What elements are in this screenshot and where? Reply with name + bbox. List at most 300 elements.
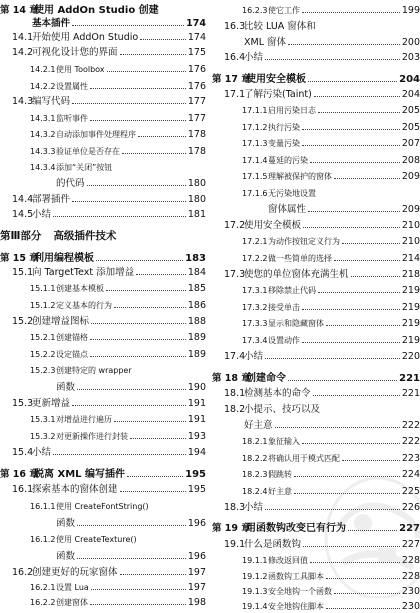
page-number: 223 xyxy=(401,453,420,464)
subsection-number: 19.1.3 xyxy=(242,587,268,596)
section-entry xyxy=(212,350,420,363)
leader-dots xyxy=(265,357,400,359)
chapter-number: 第 19 章 xyxy=(212,523,251,534)
subsection-entry xyxy=(0,430,206,443)
leader-dots xyxy=(72,404,186,406)
page-number: 195 xyxy=(185,469,206,480)
subsection-title: 对增益进行遍历 xyxy=(56,415,112,424)
subsection-entry xyxy=(212,600,420,613)
subsection-entry xyxy=(212,452,420,465)
page-number: 195 xyxy=(187,484,206,495)
page-number: 191 xyxy=(187,414,206,425)
page-number: 226 xyxy=(401,502,420,513)
subsection-entry xyxy=(0,299,206,312)
page-number: 230 xyxy=(401,586,420,597)
page-number: 209 xyxy=(401,204,420,215)
page-number: 184 xyxy=(187,267,206,278)
section-title: 什么是函数钩 xyxy=(244,539,302,550)
section-entry xyxy=(212,387,420,400)
section-number: 14.1 xyxy=(12,32,34,43)
section-title: 使用安全模板 xyxy=(244,220,302,231)
subsection-title: 启用污染日志 xyxy=(268,106,316,115)
leader-dots xyxy=(53,453,186,455)
page-number: 224 xyxy=(401,469,420,480)
page-number: 199 xyxy=(401,5,420,16)
part-title: 高级插件技术 xyxy=(53,230,117,242)
section-title: 部署插件 xyxy=(32,194,71,205)
leader-dots xyxy=(342,459,400,461)
leader-dots xyxy=(136,273,186,275)
chapter-entry xyxy=(0,468,206,481)
leader-dots xyxy=(334,177,400,179)
subsection-title: 自动添加事件处理程序 xyxy=(56,130,136,139)
subsection-entry xyxy=(212,137,420,150)
subsection-number: 18.2.2 xyxy=(242,454,268,463)
section-number: 14.4 xyxy=(12,194,34,205)
page-number: 191 xyxy=(187,398,206,409)
section-entry xyxy=(0,315,206,328)
section-number: 15.1 xyxy=(12,267,34,278)
leader-dots xyxy=(302,128,400,130)
page-number: 198 xyxy=(187,597,206,608)
section-title: 小结 xyxy=(244,52,264,63)
section-title: 可视化设计您的界面 xyxy=(32,47,118,58)
section-number: 16.2 xyxy=(12,567,34,578)
section-entry xyxy=(212,403,420,416)
subsection-title: 创建基本模板 xyxy=(56,284,104,293)
subsection-number: 19.1.1 xyxy=(242,556,268,565)
leader-dots xyxy=(302,11,400,13)
section-title: 小结 xyxy=(244,351,264,362)
continuation-text: 好主意 xyxy=(244,420,273,431)
subsection-title: 接受单击 xyxy=(268,303,300,312)
chapter-title: 脱离 XML 编写插件 xyxy=(34,469,125,480)
leader-dots xyxy=(120,490,186,492)
leader-dots xyxy=(122,152,186,154)
subsection-title: 创建锚格 xyxy=(56,333,88,342)
leader-dots xyxy=(302,442,400,444)
page-number: 225 xyxy=(401,486,420,497)
leader-dots xyxy=(90,603,186,605)
subsection-number: 14.3.4 xyxy=(30,163,56,172)
page-number: 189 xyxy=(187,332,206,343)
page-number: 203 xyxy=(401,52,420,63)
section-number: 17.1 xyxy=(224,89,246,100)
subsection-entry xyxy=(0,364,206,377)
entry-continuation xyxy=(212,36,420,49)
subsection-entry xyxy=(0,581,206,594)
subsection-number: 17.3.4 xyxy=(242,336,268,345)
section-title: 小提示、技巧以及 xyxy=(244,404,321,415)
leader-dots xyxy=(294,492,400,494)
subsection-entry xyxy=(212,334,420,347)
section-entry xyxy=(0,483,206,496)
subsection-number: 17.3.3 xyxy=(242,319,268,328)
subsection-entry xyxy=(212,435,420,448)
leader-dots xyxy=(90,338,186,340)
page-number: 197 xyxy=(187,567,206,578)
subsection-title: 对更新操作进行封装 xyxy=(56,432,128,441)
continuation-text: 函数 xyxy=(56,382,76,393)
subsection-number: 17.1.4 xyxy=(242,156,268,165)
leader-dots xyxy=(318,291,400,293)
section-title: 小结 xyxy=(32,447,52,458)
leader-dots xyxy=(87,184,186,186)
section-number: 16.4 xyxy=(224,52,246,63)
leader-dots xyxy=(310,161,400,163)
leader-dots xyxy=(275,426,400,428)
section-number: 15.2 xyxy=(12,316,34,327)
page-number: 180 xyxy=(187,178,206,189)
continuation-text: 窗体属性 xyxy=(268,204,307,215)
page-number: 177 xyxy=(187,113,206,124)
leader-dots xyxy=(313,394,400,396)
subsection-entry xyxy=(0,63,206,76)
leader-dots xyxy=(114,420,186,422)
section-title: 小结 xyxy=(32,209,52,220)
section-title: 开始使用 AddOn Studio xyxy=(32,32,139,43)
subsection-number: 14.3.1 xyxy=(30,114,56,123)
subsection-number: 16.2.1 xyxy=(30,583,56,592)
subsection-entry xyxy=(212,301,420,314)
leader-dots xyxy=(90,355,186,357)
chapter-number: 第 16 章 xyxy=(0,469,39,480)
leader-dots xyxy=(326,324,400,326)
page-number: 177 xyxy=(187,96,206,107)
page-number: 227 xyxy=(399,523,420,534)
page-number: 186 xyxy=(187,300,206,311)
leader-dots xyxy=(294,475,400,477)
subsection-title: 设置动作 xyxy=(268,336,300,345)
page-number: 176 xyxy=(187,81,206,92)
section-title: 编写代码 xyxy=(32,96,71,107)
subsection-entry xyxy=(0,282,206,295)
leader-dots xyxy=(302,308,400,310)
subsection-number: 14.2.1 xyxy=(30,65,56,74)
subsection-entry xyxy=(212,468,420,481)
section-number: 15.3 xyxy=(12,398,34,409)
leader-dots xyxy=(77,388,186,390)
page-number: 197 xyxy=(187,582,206,593)
entry-continuation xyxy=(212,203,420,216)
entry-continuation xyxy=(0,17,206,30)
page-number: 180 xyxy=(187,194,206,205)
subsection-entry xyxy=(212,570,420,583)
section-title: 更新增益 xyxy=(32,398,71,409)
section-title: 小结 xyxy=(244,502,264,513)
leader-dots xyxy=(334,259,400,261)
section-number: 19.1 xyxy=(224,539,246,550)
subsection-title: 使用 Toolbox xyxy=(56,65,105,74)
page-number: 204 xyxy=(399,74,420,85)
subsection-title: 使用 CreateTexture() xyxy=(56,535,137,544)
subsection-entry xyxy=(0,596,206,609)
page-number: 219 xyxy=(401,285,420,296)
subsection-title: 设置 Lua xyxy=(56,583,89,592)
section-title: 创建增益图标 xyxy=(32,316,90,327)
page-number: 214 xyxy=(401,253,420,264)
page-number: 183 xyxy=(185,253,206,264)
subsection-entry xyxy=(212,187,420,200)
subsection-title: 定义基本的行为 xyxy=(56,301,112,310)
subsection-number: 17.1.5 xyxy=(242,172,268,181)
chapter-entry xyxy=(212,73,420,86)
page-number: 193 xyxy=(187,431,206,442)
part-heading xyxy=(0,230,206,243)
section-entry xyxy=(0,31,206,44)
subsection-number: 17.3.1 xyxy=(242,286,268,295)
page-number: 178 xyxy=(187,129,206,140)
subsection-entry xyxy=(212,4,420,17)
subsection-title: 设定锚点 xyxy=(56,350,88,359)
leader-dots xyxy=(140,38,186,40)
page-number: 222 xyxy=(401,436,420,447)
leader-dots xyxy=(303,226,400,228)
subsection-title: 理解被保护的窗体 xyxy=(268,172,332,181)
leader-dots xyxy=(288,43,400,45)
section-entry xyxy=(0,266,206,279)
section-number: 17.2 xyxy=(224,220,246,231)
page-number: 194 xyxy=(187,447,206,458)
leader-dots xyxy=(107,70,186,72)
page-number: 174 xyxy=(187,32,206,43)
page-number: 218 xyxy=(401,269,420,280)
subsection-title: 安全地钩一个函数 xyxy=(268,587,332,596)
page-number: 178 xyxy=(187,146,206,157)
section-title: 比较 LUA 窗体和 xyxy=(244,21,316,32)
page-number: 188 xyxy=(187,316,206,327)
subsection-number: 19.1.4 xyxy=(242,602,268,611)
section-entry xyxy=(0,566,206,579)
continuation-text: XML 窗体 xyxy=(244,37,287,48)
chapter-title: 创建命令 xyxy=(246,373,286,384)
subsection-entry xyxy=(0,80,206,93)
section-entry xyxy=(0,95,206,108)
subsection-entry xyxy=(212,317,420,330)
subsection-title: 使用 CreateFontString() xyxy=(56,502,149,511)
leader-dots xyxy=(334,592,400,594)
subsection-title: 创建特定的 wrapper xyxy=(56,366,132,375)
section-entry xyxy=(212,268,420,281)
leader-dots xyxy=(138,135,186,137)
section-number: 16.3 xyxy=(224,21,246,32)
subsection-number: 18.2.3 xyxy=(242,470,268,479)
page-number: 176 xyxy=(187,64,206,75)
subsection-title: 好主意 xyxy=(268,487,292,496)
leader-dots xyxy=(265,508,400,510)
subsection-title: 添加“关闭”按钮 xyxy=(56,163,113,172)
leader-dots xyxy=(318,111,400,113)
section-number: 14.5 xyxy=(12,209,34,220)
subsection-entry xyxy=(0,161,206,174)
page-number: 227 xyxy=(401,539,420,550)
entry-continuation xyxy=(0,550,206,563)
entry-continuation xyxy=(212,419,420,432)
page-number: 230 xyxy=(401,601,420,612)
entry-continuation xyxy=(0,177,206,190)
leader-dots xyxy=(351,275,400,277)
section-title: 创建更好的玩家窗体 xyxy=(32,567,118,578)
leader-dots xyxy=(72,24,184,26)
leader-dots xyxy=(77,557,186,559)
section-entry xyxy=(212,538,420,551)
leader-dots xyxy=(342,242,400,244)
subsection-title: 监听事件 xyxy=(56,114,88,123)
leader-dots xyxy=(303,545,400,547)
subsection-entry xyxy=(0,112,206,125)
section-number: 14.3 xyxy=(12,96,34,107)
page-number: 204 xyxy=(401,89,420,100)
chapter-title: 利用编程模板 xyxy=(34,253,94,264)
subsection-number: 17.1.1 xyxy=(242,106,268,115)
subsection-number: 18.2.1 xyxy=(242,437,268,446)
subsection-title: 蔓延的污染 xyxy=(268,156,308,165)
continuation-text: 基本插件 xyxy=(32,18,71,29)
section-entry xyxy=(0,446,206,459)
page-number: 210 xyxy=(401,220,420,231)
page-number: 181 xyxy=(187,209,206,220)
page-number: 196 xyxy=(187,518,206,529)
page-number: 205 xyxy=(401,105,420,116)
leader-dots xyxy=(53,215,186,217)
leader-dots xyxy=(302,341,400,343)
leader-dots xyxy=(90,119,186,121)
subsection-title: 验证单位是否存在 xyxy=(56,147,120,156)
subsection-entry xyxy=(0,413,206,426)
subsection-entry xyxy=(212,252,420,265)
page-number: 196 xyxy=(187,551,206,562)
subsection-entry xyxy=(212,154,420,167)
chapter-entry xyxy=(212,522,420,535)
page-number: 221 xyxy=(399,373,420,384)
leader-dots xyxy=(288,379,397,381)
subsection-entry xyxy=(212,121,420,134)
page-number: 174 xyxy=(186,18,206,29)
leader-dots xyxy=(127,475,183,477)
subsection-entry xyxy=(0,500,206,513)
leader-dots xyxy=(91,588,186,590)
subsection-entry xyxy=(212,585,420,598)
section-title: 使您的单位窗体充满生机 xyxy=(244,269,349,280)
chapter-title: 用函数钩改变已有行为 xyxy=(246,523,346,534)
subsection-title: 做一些简单的选择 xyxy=(268,254,332,263)
section-number: 17.3 xyxy=(224,269,246,280)
section-entry xyxy=(0,46,206,59)
subsection-number: 14.3.3 xyxy=(30,147,56,156)
continuation-text: 的代码 xyxy=(56,178,85,189)
subsection-title: 函数钩工具脚本 xyxy=(268,572,324,581)
subsection-number: 15.1.1 xyxy=(30,284,56,293)
section-number: 18.1 xyxy=(224,388,246,399)
subsection-title: 设置属性 xyxy=(56,82,88,91)
leader-dots xyxy=(77,524,186,526)
entry-continuation xyxy=(0,381,206,394)
section-entry xyxy=(212,51,420,64)
leader-dots xyxy=(326,607,400,609)
section-entry xyxy=(212,219,420,232)
subsection-entry xyxy=(0,145,206,158)
section-entry xyxy=(0,193,206,206)
chapter-title: 使用安全模板 xyxy=(246,74,306,85)
leader-dots xyxy=(91,322,186,324)
subsection-title: 显示和隐藏窗体 xyxy=(268,319,324,328)
page-number: 205 xyxy=(401,122,420,133)
entry-continuation xyxy=(0,517,206,530)
leader-dots xyxy=(120,53,186,55)
subsection-number: 17.2.1 xyxy=(242,237,268,246)
chapter-entry xyxy=(212,372,420,385)
page-number: 221 xyxy=(401,388,420,399)
subsection-title: 使它工作 xyxy=(268,6,300,15)
subsection-entry xyxy=(0,331,206,344)
subsection-title: 修改返回值 xyxy=(268,556,308,565)
leader-dots xyxy=(130,437,186,439)
page-number: 209 xyxy=(401,171,420,182)
subsection-title: 变量污染 xyxy=(268,139,300,148)
subsection-number: 16.2.2 xyxy=(30,598,56,607)
subsection-number: 17.1.2 xyxy=(242,123,268,132)
page-number: 200 xyxy=(401,37,420,48)
continuation-text: 函数 xyxy=(56,551,76,562)
subsection-number: 15.2.2 xyxy=(30,350,56,359)
subsection-entry xyxy=(212,104,420,117)
section-entry xyxy=(0,208,206,221)
leader-dots xyxy=(302,144,400,146)
section-number: 15.4 xyxy=(12,447,34,458)
subsection-entry xyxy=(0,533,206,546)
page-number: 219 xyxy=(401,335,420,346)
part-number: 第Ⅲ部分 xyxy=(0,230,42,242)
subsection-title: 无污染地设置 xyxy=(268,189,316,198)
subsection-number: 16.2.3 xyxy=(242,6,268,15)
section-entry xyxy=(0,397,206,410)
subsection-title: 将确认用于模式匹配 xyxy=(268,454,340,463)
page-number: 210 xyxy=(401,236,420,247)
leader-dots xyxy=(90,87,186,89)
section-title: 检测基本的命令 xyxy=(244,388,311,399)
subsection-entry xyxy=(212,554,420,567)
section-entry xyxy=(212,20,420,33)
subsection-number: 15.2.1 xyxy=(30,333,56,342)
subsection-number: 15.1.2 xyxy=(30,301,56,310)
subsection-number: 17.1.3 xyxy=(242,139,268,148)
section-title: 向 TargetText 添加增益 xyxy=(32,267,135,278)
leader-dots xyxy=(96,259,183,261)
page-number: 219 xyxy=(401,302,420,313)
section-number: 16.1 xyxy=(12,484,34,495)
page-number: 190 xyxy=(187,382,206,393)
subsection-entry xyxy=(212,284,420,297)
subsection-number: 15.2.3 xyxy=(30,366,56,375)
subsection-number: 18.2.4 xyxy=(242,487,268,496)
leader-dots xyxy=(120,573,186,575)
chapter-number: 第 18 章 xyxy=(212,373,251,384)
subsection-title: 移除禁止代码 xyxy=(268,286,316,295)
page-number: 222 xyxy=(401,420,420,431)
page-number: 207 xyxy=(401,138,420,149)
section-number: 18.2 xyxy=(224,404,246,415)
chapter-number: 第 14 章 xyxy=(0,5,39,16)
page-number: 208 xyxy=(401,155,420,166)
subsection-entry xyxy=(0,348,206,361)
section-number: 18.3 xyxy=(224,502,246,513)
subsection-entry xyxy=(212,170,420,183)
chapter-entry xyxy=(0,252,206,265)
leader-dots xyxy=(72,200,186,202)
section-entry xyxy=(212,501,420,514)
leader-dots xyxy=(348,529,397,531)
section-title: 了解污染(Taint) xyxy=(244,89,312,100)
